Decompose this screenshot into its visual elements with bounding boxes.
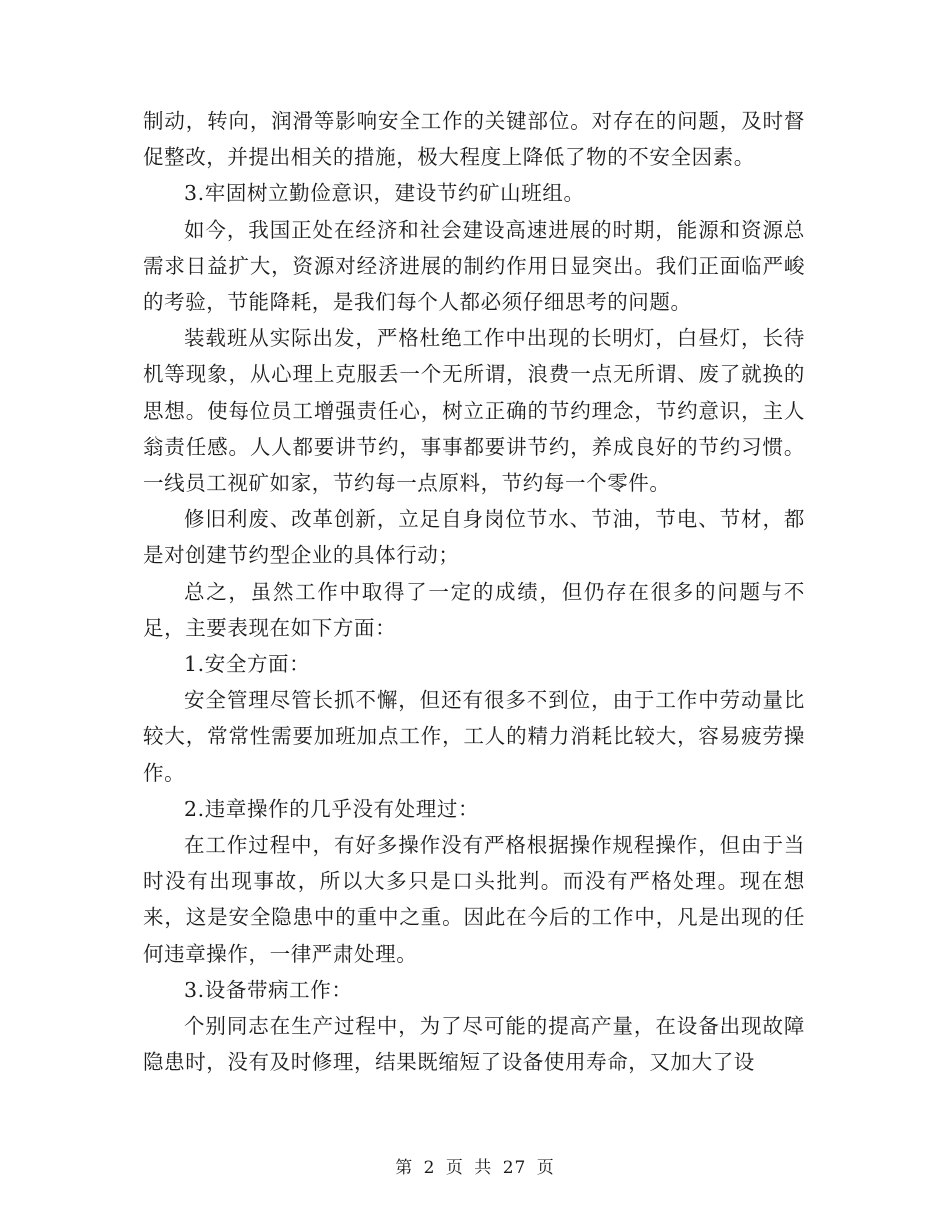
paragraph-5: 修旧利废、改革创新，立足自身岗位节水、节油，节电、节材，都是对创建节约型企业的具体行动； bbox=[143, 507, 805, 568]
paragraph-9: 2.违章操作的几乎没有处理过： bbox=[184, 796, 480, 821]
paragraph-11: 3.设备带病工作： bbox=[184, 977, 353, 1002]
paragraph-2: 3.牢固树立勤俭意识，建设节约矿山班组。 bbox=[184, 181, 585, 206]
document-body bbox=[143, 103, 805, 1080]
page-number-footer: 第 2 页 共 27 页 bbox=[395, 1158, 555, 1178]
paragraph-6: 总之，虽然工作中取得了一定的成绩，但仍存在很多的问题与不足，主要表现在如下方面： bbox=[143, 579, 805, 640]
paragraph-8: 安全管理尽管长抓不懈，但还有很多不到位，由于工作中劳动量比较大，常常性需要加班加点工作，工人的精力消耗比较大，容易疲劳操作。 bbox=[143, 688, 805, 785]
paragraph-1: 制动，转向，润滑等影响安全工作的关键部位。对存在的问题，及时督促整改，并提出相关的措施，极大程度上降低了物的不安全因素。 bbox=[143, 109, 805, 170]
paragraph-10: 在工作过程中，有好多操作没有严格根据操作规程操作，但由于当时没有出现事故，所以大多只是口头批判。而没有严格处理。现在想来，这是安全隐患中的重中之重。因此在今后的工作中，凡是出现的任何违章操作，一律严肃处理。 bbox=[143, 833, 805, 966]
paragraph-4: 装载班从实际出发，严格杜绝工作中出现的长明灯，白昼灯，长待机等现象，从心理上克服丢一个无所谓，浪费一点无所谓、废了就换的思想。使每位员工增强责任心，树立正确的节约理念，节约意识，主人翁责任感。人人都要讲节约，事事都要讲节约，养成良好的节约习惯。一线员工视矿如家，节约每一点原料，节约每一个零件。 bbox=[143, 326, 805, 496]
paragraph-3: 如今，我国正处在经济和社会建设高速进展的时期，能源和资源总需求日益扩大，资源对经济进展的制约作用日显突出。我们正面临严峻的考验，节能降耗，是我们每个人都必须仔细思考的问题。 bbox=[143, 217, 805, 315]
paragraph-7: 1.安全方面： bbox=[184, 652, 311, 677]
paragraph-12: 个别同志在生产过程中，为了尽可能的提高产量，在设备出现故障隐患时，没有及时修理，结果既缩短了设备使用寿命，又加大了设 bbox=[143, 1014, 805, 1075]
